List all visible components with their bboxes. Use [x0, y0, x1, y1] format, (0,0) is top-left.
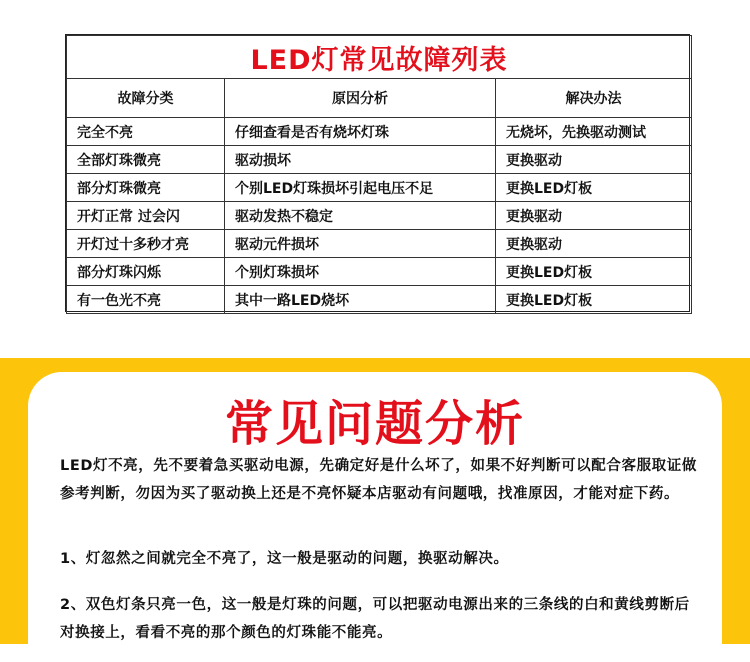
header-cause-analysis: 原因分析: [225, 79, 496, 118]
fault-category-cell: 开灯正常 过会闪: [67, 202, 225, 230]
analysis-paragraph-intro: LED灯不亮，先不要着急买驱动电源，先确定好是什么坏了，如果不好判断可以配合客服取证做参考判断，勿因为买了驱动换上还是不亮怀疑本店驱动有问题哦，找准原因，才能对症下药。: [60, 458, 697, 502]
fault-category-cell: 部分灯珠闪烁: [67, 258, 225, 286]
fault-category-cell: 部分灯珠微亮: [67, 174, 225, 202]
fault-category-cell: 开灯过十多秒才亮: [67, 230, 225, 258]
solution-cell: 更换LED灯板: [496, 174, 692, 202]
table-title: LED灯常见故障列表: [67, 36, 692, 79]
cause-cell: 驱动损坏: [225, 146, 496, 174]
solution-cell: 更换驱动: [496, 230, 692, 258]
solution-cell: 更换驱动: [496, 146, 692, 174]
analysis-paragraph-1: 1、灯忽然之间就完全不亮了，这一般是驱动的问题，换驱动解决。: [60, 551, 509, 567]
cause-cell: 驱动元件损坏: [225, 230, 496, 258]
table-row: [67, 174, 692, 202]
header-solution: 解决办法: [496, 79, 692, 118]
cause-cell: 个别灯珠损坏: [225, 258, 496, 286]
header-fault-category: 故障分类: [67, 79, 225, 118]
fault-table-container: [65, 34, 690, 312]
solution-cell: 更换LED灯板: [496, 286, 692, 314]
analysis-paragraph-2: 2、双色灯条只亮一色，这一般是灯珠的问题，可以把驱动电源出来的三条线的白和黄线剪断后对换接上，看看不亮的那个颜色的灯珠能不能亮。: [60, 597, 690, 641]
table-row: [67, 286, 692, 314]
section-title: 常见问题分析: [224, 396, 525, 452]
solution-cell: 更换LED灯板: [496, 258, 692, 286]
fault-table: [66, 35, 692, 314]
table-row: [67, 146, 692, 174]
table-title-row: [67, 36, 692, 79]
table-row: [67, 230, 692, 258]
cause-cell: 仔细查看是否有烧坏灯珠: [225, 118, 496, 146]
cause-cell: 其中一路LED烧坏: [225, 286, 496, 314]
fault-category-cell: 全部灯珠微亮: [67, 146, 225, 174]
table-row: [67, 118, 692, 146]
fault-category-cell: 完全不亮: [67, 118, 225, 146]
solution-cell: 更换驱动: [496, 202, 692, 230]
fault-category-cell: 有一色光不亮: [67, 286, 225, 314]
table-row: [67, 202, 692, 230]
cause-cell: 个别LED灯珠损坏引起电压不足: [225, 174, 496, 202]
cause-cell: 驱动发热不稳定: [225, 202, 496, 230]
table-header-row: [67, 79, 692, 118]
table-row: [67, 258, 692, 286]
solution-cell: 无烧坏，先换驱动测试: [496, 118, 692, 146]
